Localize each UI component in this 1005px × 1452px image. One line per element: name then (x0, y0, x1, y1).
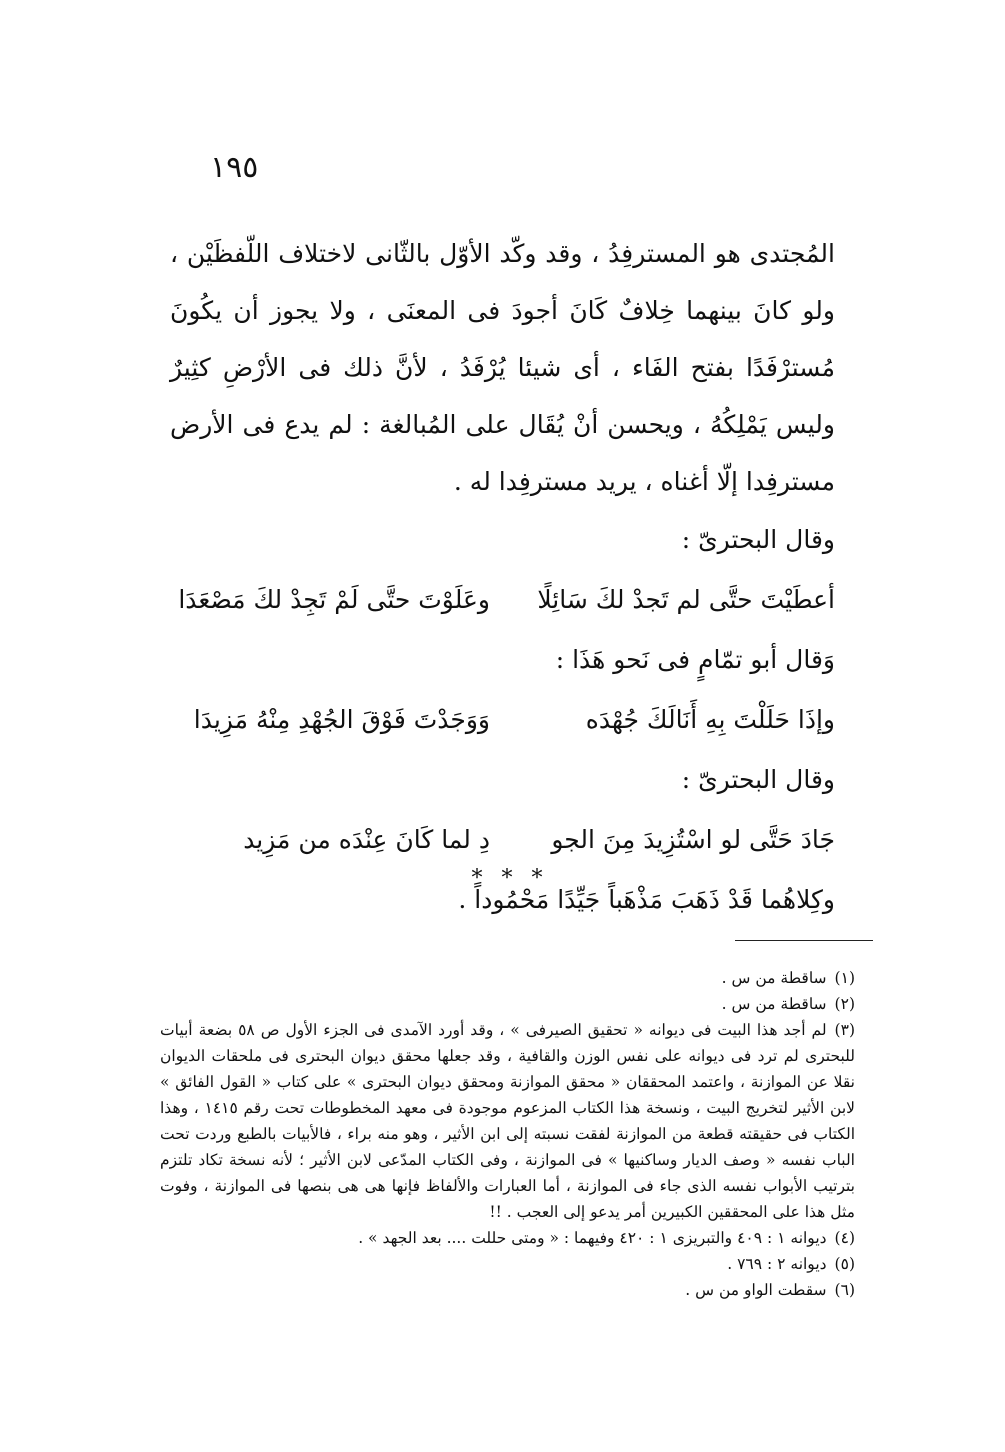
footnote-text: ديوانه ٢ : ٧٦٩ . (727, 1255, 827, 1273)
footnote-text: ساقطة من س . (721, 995, 827, 1013)
footnote-4 (160, 1225, 855, 1251)
verse-1 (170, 570, 835, 630)
verse-3 (170, 810, 835, 870)
footnote-5 (160, 1251, 855, 1277)
verse-intro-2: وَقال أبو تمّامٍ فى نَحو هَذَا : (555, 645, 835, 674)
footnote-text: ديوانه ١ : ٤٠٩ والتبريزى ١ : ٤٢٠ وفيهما : « ومتى حللت .... بعد الجهد » . (358, 1229, 827, 1247)
verse-3-first-hemistich: جَادَ حَتَّى لو اسْتُزِيدَ مِنَ الجو (551, 825, 835, 854)
footnote-number: (١) (834, 969, 855, 987)
closing-line: وكِلاهُما قَدْ ذَهَبَ مَذْهَباً جَيِّدًا مَحْمُوداً . (458, 885, 835, 914)
section-separator: * * * (471, 866, 549, 891)
footnote-3 (160, 1017, 855, 1225)
footnote-6 (160, 1277, 855, 1303)
page-number: ١٩٥ (210, 150, 259, 185)
footnote-number: (٢) (834, 995, 855, 1013)
main-text (170, 225, 835, 930)
footnote-number: (٣) (834, 1021, 855, 1039)
verse-intro-3: وقال البحترىّ : (681, 765, 835, 794)
prose-paragraph: المُجتدى هو المسترفِدُ ، وقد وكّد الأوّل بالثّانى لاختلاف اللّفظَيْن ، ولو كانَ بينهما خِلافٌ كَانَ أجودَ فى المعنَى ، ولا يجوز أن يكُونَ مُسترْفَدًا بفتح الفَاء ، أى شيئا يُرْفَدُ ، لأنَّ ذلك فى الأرْضِ كثِيرٌ وليس يَمْلِكُهُ ، ويحسن أنْ يُقَال على المُبالغة : لم يدع فى الأرض مسترفِدا إلّا أغناه ، يريد مسترفِدا له . (170, 239, 835, 496)
verse-2-first-hemistich: وإذَا حَلَلْتَ بِهِ أَنَالَكَ جُهْدَه (585, 705, 835, 734)
footnote-text: سقطت الواو من س . (685, 1281, 827, 1299)
verse-2-second-hemistich: وَوَجَدْتَ فَوْقَ الجُهْدِ مِنْهُ مَزِيدَا (193, 705, 490, 734)
footnote-text: لم أجد هذا البيت فى ديوانه « تحقيق الصيرفى » ، وقد أورد الآمدى فى الجزء الأول ص ٥٨ بضعة أبيات للبحترى لم ترد فى ديوانه على نفس الوزن والقافية ، وقد جعلها محقق ديوان البحترى فى ملحقات الديوان نقلا عن الموازنة ، واعتمد المحققان « محقق الموازنة ومحقق ديوان البحترى » على كتاب « القول الفائق » لابن الأثير لتخريج البيت ، ونسخة هذا الكتاب المزعوم موجودة فى معهد المخطوطات تحت رقم ١٤١٥ ، وهذا الكتاب فى حقيقته قطعة من الموازنة لفقت نسبته إلى ابن الأثير ، وهو منه براء ، فالأبيات بالطبع وردت تحت الباب نفسه « وصف الديار وساكنيها » فى الموازنة ، وفى الكتاب المدّعى لابن الأثير ؛ لأنه نسخة تكاد تلتزم بترتيب الأبواب نفسه الذى جاء فى الموازنة ، أما العبارات والألفاظ فإنها هى هى بنصها فى الموازنة ، وفوت مثل هذا على المحققين الكبيرين أمر يدعو إلى العجب . !! (160, 1021, 855, 1221)
verse-2 (170, 690, 835, 750)
footnote-1 (160, 965, 855, 991)
footnote-number: (٥) (834, 1255, 855, 1273)
verse-1-second-hemistich: وعَلَوْتَ حتَّى لَمْ تَجِدْ لكَ مَصْعَدَا (178, 585, 490, 614)
verse-intro-1: وقال البحترىّ : (681, 525, 835, 554)
footnotes (160, 965, 855, 1303)
footnote-2 (160, 991, 855, 1017)
footnote-text: ساقطة من س . (721, 969, 827, 987)
footnote-divider (735, 940, 873, 941)
footnote-number: (٦) (834, 1281, 855, 1299)
verse-3-second-hemistich: دِ لما كَانَ عِنْدَه من مَزِيد (243, 825, 490, 854)
footnote-number: (٤) (834, 1229, 855, 1247)
verse-1-first-hemistich: أعطَيْتَ حتَّى لم تَجدْ لكَ سَائِلًا (537, 585, 835, 614)
